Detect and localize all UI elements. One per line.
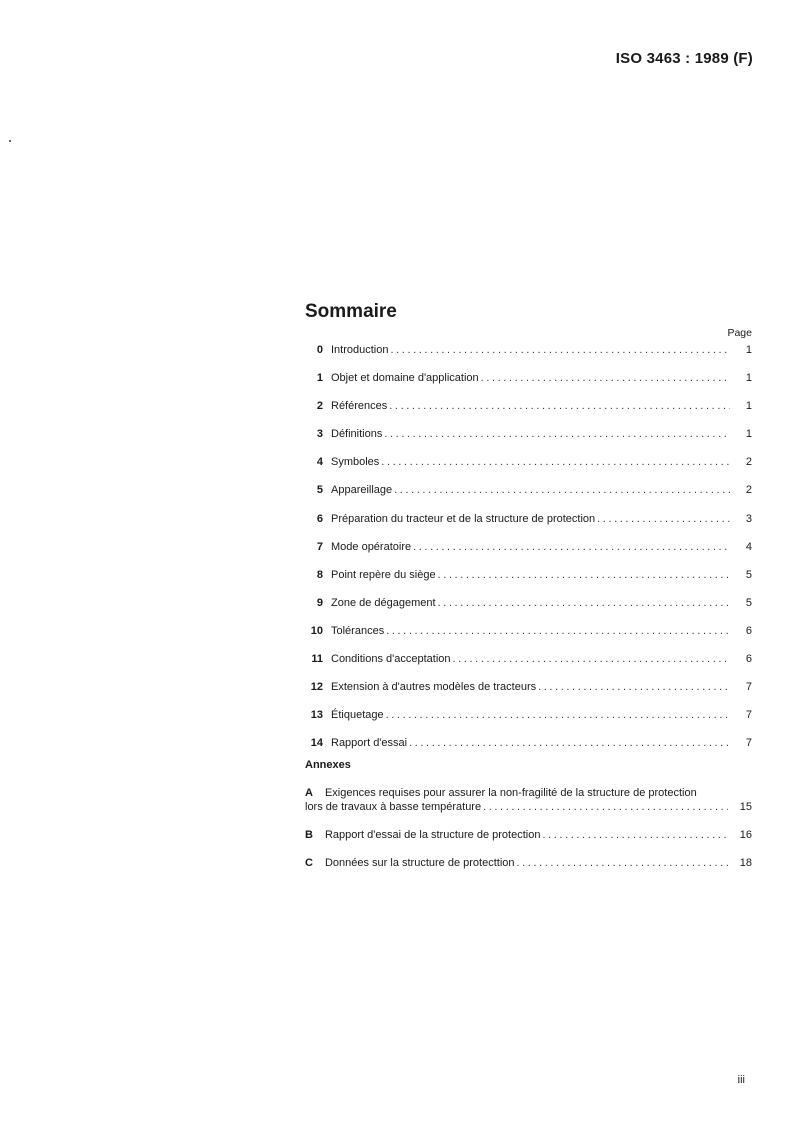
entry-page: 5 xyxy=(745,568,752,581)
entry-title: Références xyxy=(331,400,388,413)
toc-title: Sommaire xyxy=(305,301,397,322)
annex-title: Rapport d'essai de la structure de protection xyxy=(324,829,541,842)
entry-title: Tolérances xyxy=(331,624,385,637)
toc-entry[interactable] xyxy=(305,427,752,455)
entry-page: 5 xyxy=(745,596,752,609)
entry-page: 1 xyxy=(745,344,752,356)
dot-leader xyxy=(386,624,730,638)
entry-number: 5 xyxy=(316,484,323,497)
annex-page: 15 xyxy=(739,801,752,814)
dot-leader xyxy=(413,540,730,554)
annex-title: Données sur la structure de protecttion xyxy=(324,857,515,870)
entry-title: Préparation du tracteur et de la structure de protection xyxy=(331,512,596,525)
entry-page: 2 xyxy=(745,484,752,497)
entry-title: Objet et domaine d'application xyxy=(331,372,479,385)
dot-leader xyxy=(453,652,730,666)
dot-leader xyxy=(394,483,730,497)
toc-entries xyxy=(305,343,752,764)
entry-number: 0 xyxy=(316,344,323,356)
entry-title: Conditions d'acceptation xyxy=(331,653,451,666)
entry-page: 1 xyxy=(745,400,752,413)
entry-page: 6 xyxy=(745,624,752,637)
dot-leader xyxy=(481,371,730,385)
entry-title: Extension à d'autres modèles de tracteurs xyxy=(331,681,537,694)
dot-leader xyxy=(483,800,728,814)
annex-letter: C xyxy=(305,857,313,870)
entry-number: 14 xyxy=(310,737,323,750)
entry-page: 4 xyxy=(745,540,752,553)
entry-page: 3 xyxy=(745,512,752,525)
toc-entry[interactable] xyxy=(305,399,752,427)
toc-entry[interactable] xyxy=(305,483,752,511)
entry-number: 7 xyxy=(316,540,323,553)
dot-leader xyxy=(438,596,730,610)
toc-entry[interactable] xyxy=(305,708,752,736)
dot-leader xyxy=(390,343,730,357)
page-column-label: Page xyxy=(727,327,752,339)
document-standard-id: ISO 3463 : 1989 (F) xyxy=(615,50,753,67)
dot-leader xyxy=(538,680,730,694)
dot-leader xyxy=(384,427,730,441)
entry-number: 10 xyxy=(310,624,323,637)
entry-title: Point repère du siège xyxy=(331,568,436,581)
entry-number: 4 xyxy=(316,456,323,469)
toc-entry[interactable] xyxy=(305,512,752,540)
table-of-contents xyxy=(305,300,752,884)
annex-entry[interactable] xyxy=(305,856,752,884)
toc-entry[interactable] xyxy=(305,568,752,596)
entry-page: 2 xyxy=(745,456,752,469)
dot-leader xyxy=(381,455,730,469)
entry-title: Étiquetage xyxy=(331,709,384,722)
scan-speck xyxy=(9,140,11,142)
annex-entry[interactable] xyxy=(305,786,752,814)
page-number: iii xyxy=(737,1074,745,1086)
dot-leader xyxy=(386,708,730,722)
toc-entry[interactable] xyxy=(305,652,752,680)
entry-title: Symboles xyxy=(331,456,380,469)
dot-leader xyxy=(438,568,730,582)
entry-page: 1 xyxy=(745,428,752,441)
annex-title-line1: Exigences requises pour assurer la non-fragilité de la structure de protection xyxy=(324,787,697,800)
dot-leader xyxy=(542,828,728,842)
entry-number: 13 xyxy=(310,709,323,722)
toc-entry[interactable] xyxy=(305,540,752,568)
entry-number: 12 xyxy=(310,681,323,694)
toc-entry[interactable] xyxy=(305,455,752,483)
annex-letter: A xyxy=(305,787,313,800)
annex-page: 18 xyxy=(739,857,752,870)
entry-page: 1 xyxy=(745,372,752,385)
entry-number: 11 xyxy=(311,653,323,666)
entry-number: 1 xyxy=(316,372,323,385)
dot-leader xyxy=(389,399,730,413)
entry-title: Rapport d'essai xyxy=(331,737,408,750)
annex-entry[interactable] xyxy=(305,828,752,856)
toc-entry[interactable] xyxy=(305,680,752,708)
entry-number: 2 xyxy=(316,400,323,413)
entry-page: 6 xyxy=(745,653,752,666)
dot-leader xyxy=(597,512,730,526)
entry-title: Zone de dégagement xyxy=(331,596,436,609)
entry-title: Introduction xyxy=(331,344,389,356)
entry-title: Appareillage xyxy=(331,484,393,497)
entry-page: 7 xyxy=(745,681,752,694)
entry-title: Mode opératoire xyxy=(331,540,412,553)
toc-entry[interactable] xyxy=(305,596,752,624)
dot-leader xyxy=(409,736,730,750)
annexes-heading: Annexes xyxy=(305,759,351,772)
entry-page: 7 xyxy=(745,709,752,722)
annex-letter: B xyxy=(305,829,313,842)
dot-leader xyxy=(517,856,729,870)
entry-number: 8 xyxy=(316,568,323,581)
entry-number: 3 xyxy=(316,428,323,441)
toc-entry[interactable] xyxy=(305,624,752,652)
annex-page: 16 xyxy=(739,829,752,842)
toc-entry[interactable] xyxy=(305,343,752,371)
toc-entry[interactable] xyxy=(305,371,752,399)
entry-page: 7 xyxy=(745,737,752,750)
entry-title: Définitions xyxy=(331,428,383,441)
entry-number: 9 xyxy=(316,596,323,609)
annex-entries xyxy=(305,786,752,884)
entry-number: 6 xyxy=(316,512,323,525)
annex-title-line2: lors de travaux à basse température xyxy=(305,801,482,814)
